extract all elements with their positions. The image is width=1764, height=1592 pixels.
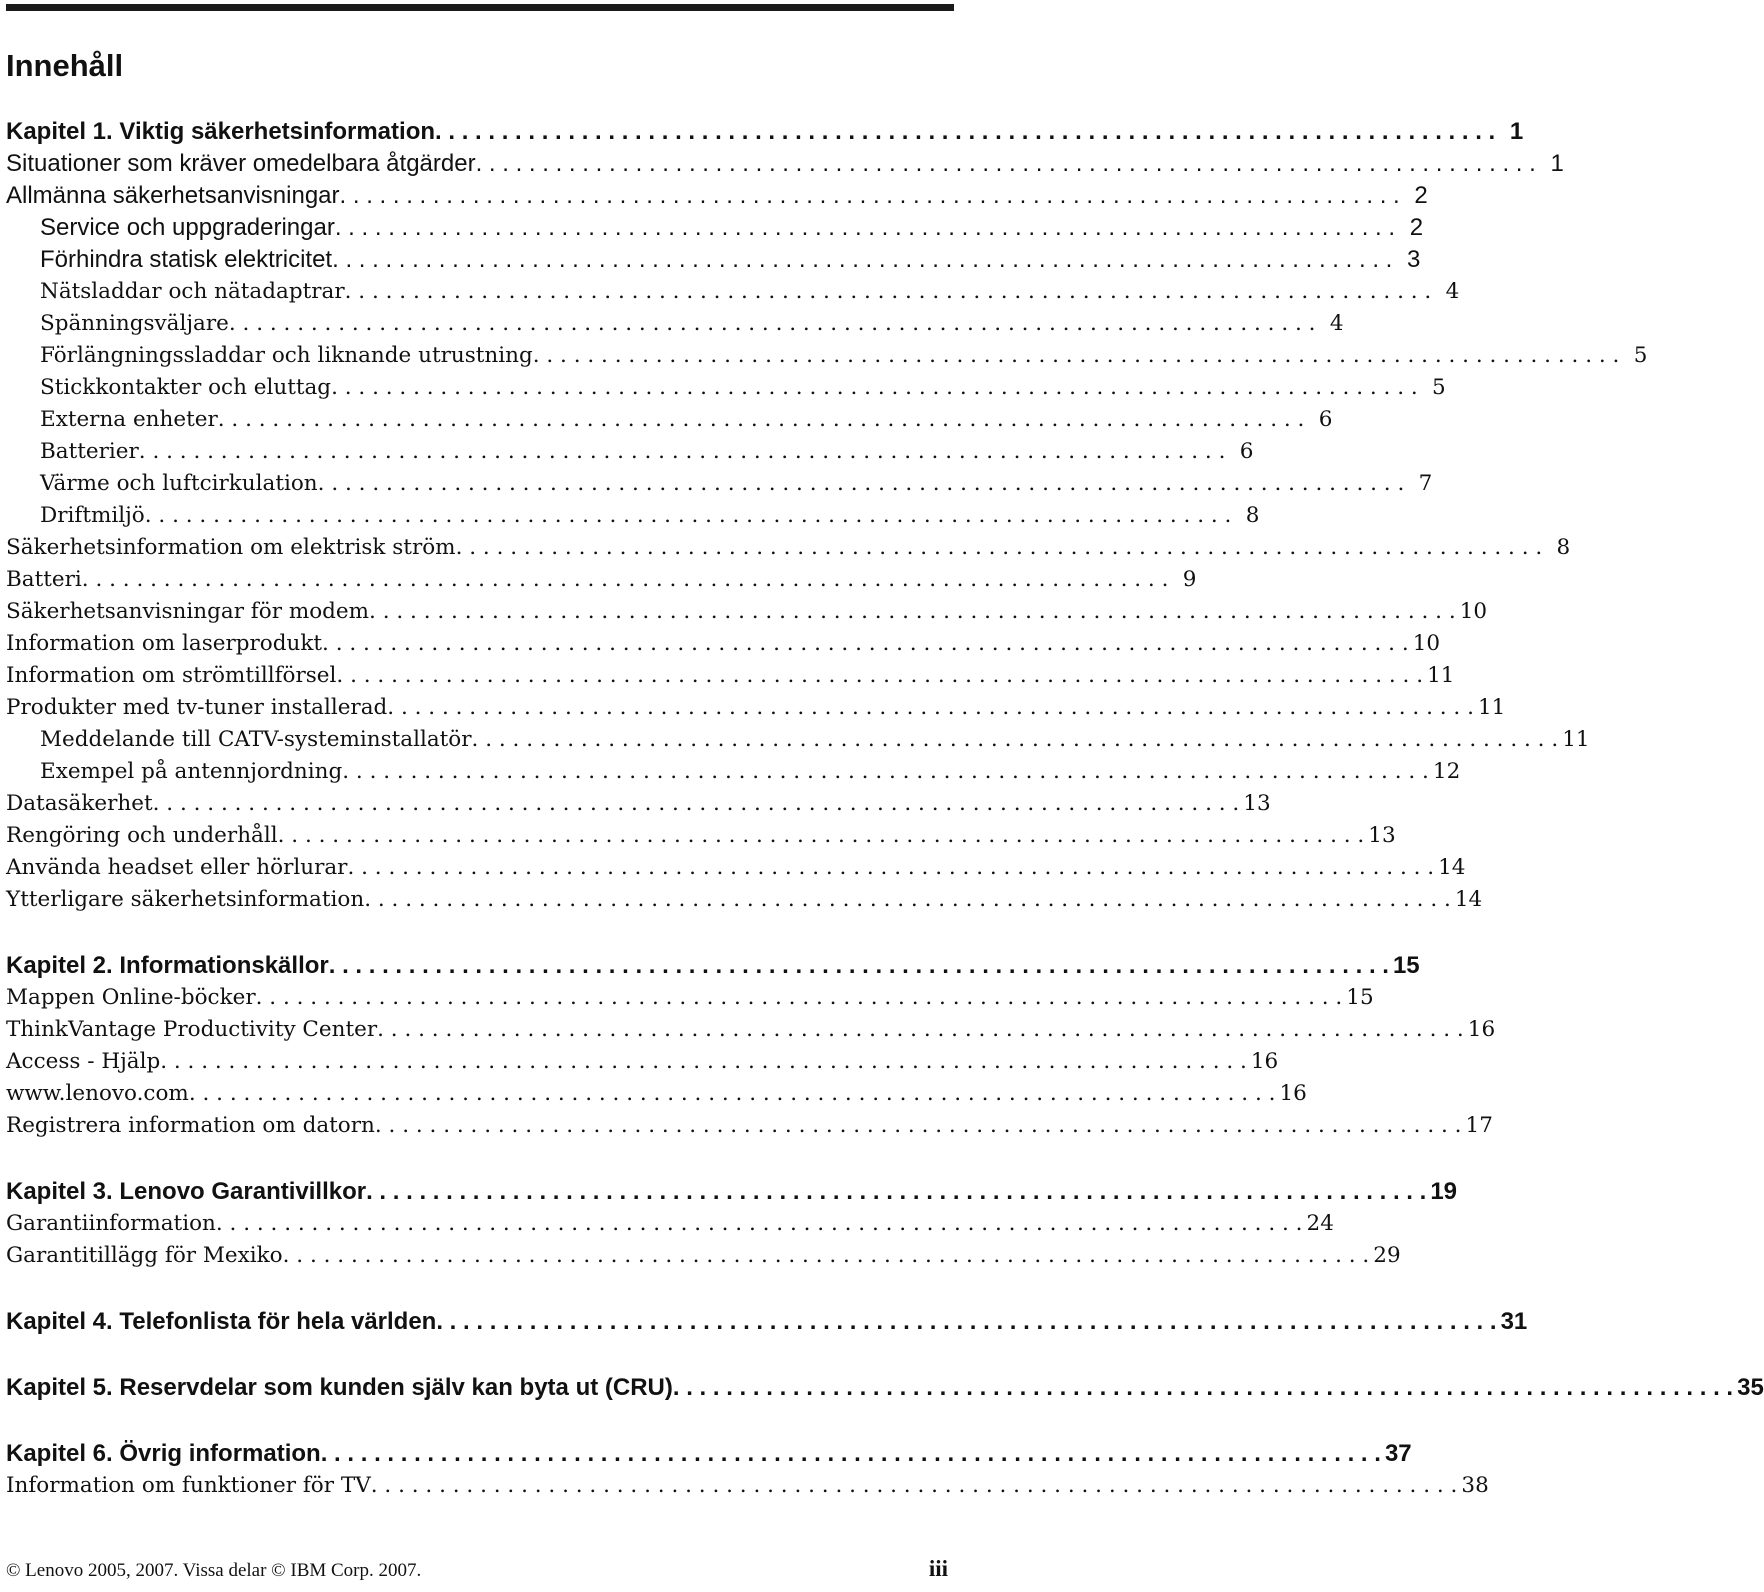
dot-leader: . . . . . . . . . . . . . . . . . . . . . . . . . . . . . . . . . . . . . . . . . . . . . . . . . . . . . . . . . . . . . . . . . . . . . . . . . . . . . . . . [339,182,1400,209]
toc-entry[interactable] [0,213,1424,243]
dot-leader: . . . . . . . . . . . . . . . . . . . . . . . . . . . . . . . . . . . . . . . . . . . . . . . . . . . . . . . . . . . . . . . . . . . . . . . . . . . . . . . . [320,1440,1381,1467]
toc-entry[interactable] [0,693,1506,723]
toc-page-number: 2 [1409,214,1424,241]
toc-entry-title: Spänningsväljare [40,311,229,336]
footer-copyright: © Lenovo 2005, 2007. Vissa delar © IBM Corp. 2007. [6,1560,422,1581]
toc-entry-title: Datasäkerhet [6,791,153,816]
dot-leader: . . . . . . . . . . . . . . . . . . . . . . . . . . . . . . . . . . . . . . . . . . . . . . . . . . . . . . . . . . . . . . . . . . . . . . . . . . . . . . . . [344,279,1432,304]
toc-page-number: 19 [1430,1178,1458,1205]
toc-entry-title: Access - Hjälp [6,1049,161,1074]
toc-page-number: 6 [1239,439,1254,464]
toc-page-number: 37 [1384,1440,1412,1467]
toc-entry-title: Ytterligare säkerhetsinformation [6,887,365,912]
toc-entry-title: Information om funktioner för TV [6,1473,371,1498]
toc-page-number: 7 [1418,471,1433,496]
toc-page-number: 1 [1509,118,1524,145]
toc-entry-title: Registrera information om datorn [6,1113,375,1138]
toc-entry-title: Meddelande till CATV-systeminstallatör [40,727,472,752]
toc-entry[interactable] [0,789,1271,819]
dot-leader: . . . . . . . . . . . . . . . . . . . . . . . . . . . . . . . . . . . . . . . . . . . . . . . . . . . . . . . . . . . . . . . . . . . . . . . . . . . . . . . . [370,1473,1458,1498]
toc-entry-title: Externa enheter [40,407,218,432]
toc-entry[interactable] [0,1015,1496,1045]
toc-entry[interactable] [0,373,1446,403]
toc-page-number: 8 [1245,503,1260,528]
dot-leader: . . . . . . . . . . . . . . . . . . . . . . . . . . . . . . . . . . . . . . . . . . . . . . . . . . . . . . . . . . . . . . . . . . . . . . . . . . . . . . . . [277,823,1365,848]
dot-leader: . . . . . . . . . . . . . . . . . . . . . . . . . . . . . . . . . . . . . . . . . . . . . . . . . . . . . . . . . . . . . . . . . . . . . . . . . . . . . . . . [347,855,1435,880]
toc-page-number: 4 [1445,279,1460,304]
dot-leader: . . . . . . . . . . . . . . . . . . . . . . . . . . . . . . . . . . . . . . . . . . . . . . . . . . . . . . . . . . . . . . . . . . . . . . . . . . . . . . . . [366,1178,1427,1205]
dot-leader: . . . . . . . . . . . . . . . . . . . . . . . . . . . . . . . . . . . . . . . . . . . . . . . . . . . . . . . . . . . . . . . . . . . . . . . . . . . . . . . . [188,1081,1276,1106]
toc-chapter-entry[interactable] [0,1439,1412,1469]
toc-entry[interactable] [0,597,1488,627]
top-rule [6,4,954,11]
footer-page-number: iii [928,1556,948,1581]
dot-leader: . . . . . . . . . . . . . . . . . . . . . . . . . . . . . . . . . . . . . . . . . . . . . . . . . . . . . . . . . . . . . . . . . . . . . . . . . . . . . . . . [332,246,1393,273]
toc-entry-title: Kapitel 1. Viktig säkerhetsinformation [6,118,436,145]
toc-page-number: 16 [1250,1049,1279,1074]
dot-leader: . . . . . . . . . . . . . . . . . . . . . . . . . . . . . . . . . . . . . . . . . . . . . . . . . . . . . . . . . . . . . . . . . . . . . . . . . . . . . . . . [436,1308,1497,1335]
dot-leader: . . . . . . . . . . . . . . . . . . . . . . . . . . . . . . . . . . . . . . . . . . . . . . . . . . . . . . . . . . . . . . . . . . . . . . . . . . . . . . . . [81,567,1169,592]
toc-entry-title: Värme och luftcirkulation [40,471,318,496]
toc-entry[interactable] [0,853,1466,883]
toc-entry-title: Förhindra statisk elektricitet [40,246,333,273]
toc-page-number: 15 [1346,985,1374,1010]
toc-entry[interactable] [0,469,1433,499]
toc-entry[interactable] [0,1079,1307,1109]
toc-entry-title: Information om laserprodukt [6,631,323,656]
toc-entry-title: Exempel på antennjordning [40,759,343,784]
dot-leader: . . . . . . . . . . . . . . . . . . . . . . . . . . . . . . . . . . . . . . . . . . . . . . . . . . . . . . . . . . . . . . . . . . . . . . . . . . . . . . . . [328,952,1389,979]
toc-page-number: 8 [1556,535,1571,560]
toc-page-number: 13 [1243,791,1271,816]
toc-page-number: 12 [1432,759,1461,784]
toc-page-number: 11 [1562,727,1590,752]
toc-entry[interactable] [0,149,1564,179]
toc-entry-title: Kapitel 3. Lenovo Garantivillkor [6,1178,367,1205]
toc-entry-title: Förlängningssladdar och liknande utrustning [40,343,533,368]
toc-entry-title: ThinkVantage Productivity Center [6,1017,378,1042]
toc-page-number: 1 [1550,150,1564,177]
toc-entry[interactable] [0,245,1421,275]
toc-entry[interactable] [0,277,1460,307]
toc-page-number: 11 [1427,663,1455,688]
toc-page-number: 15 [1392,952,1420,979]
toc-entry-title: Batterier [40,439,139,464]
dot-leader: . . . . . . . . . . . . . . . . . . . . . . . . . . . . . . . . . . . . . . . . . . . . . . . . . . . . . . . . . . . . . . . . . . . . . . . . . . . . . . . . [364,887,1451,912]
toc-entry[interactable] [0,341,1648,371]
toc-chapter-entry[interactable] [0,1373,1764,1403]
toc-page-number: 5 [1633,343,1648,368]
toc-entry-title: Säkerhetsinformation om elektrisk ström [6,535,456,560]
toc-entry[interactable] [0,661,1455,691]
toc-page-number: 17 [1465,1113,1493,1138]
dot-leader: . . . . . . . . . . . . . . . . . . . . . . . . . . . . . . . . . . . . . . . . . . . . . . . . . . . . . . . . . . . . . . . . . . . . . . . . . . . . . . . . [144,503,1232,528]
toc-page-number: 14 [1438,855,1466,880]
toc-page-number: 4 [1329,311,1344,336]
dot-leader: . . . . . . . . . . . . . . . . . . . . . . . . . . . . . . . . . . . . . . . . . . . . . . . . . . . . . . . . . . . . . . . . . . . . . . . . . . . . . . . . [374,1113,1462,1138]
toc-page-number: 10 [1412,631,1441,656]
toc-entry[interactable] [0,1241,1401,1271]
toc-entry[interactable] [0,885,1483,915]
toc-page-number: 14 [1454,887,1483,912]
dot-leader: . . . . . . . . . . . . . . . . . . . . . . . . . . . . . . . . . . . . . . . . . . . . . . . . . . . . . . . . . . . . . . . . . . . . . . . . . . . . . . . . [217,407,1305,432]
toc-page-number: 35 [1737,1374,1764,1401]
toc-page-number: 29 [1373,1243,1401,1268]
toc-page-number: 13 [1368,823,1396,848]
toc-entry-title: Säkerhetsanvisningar för modem [6,599,370,624]
toc-entry-title: Mappen Online-böcker [6,985,256,1010]
toc-entry[interactable] [0,1111,1493,1141]
toc-entry[interactable] [0,821,1396,851]
toc-page-number: 31 [1500,1308,1528,1335]
toc-entry-title: Batteri [6,567,82,592]
toc-entry[interactable] [0,309,1344,339]
dot-leader: . . . . . . . . . . . . . . . . . . . . . . . . . . . . . . . . . . . . . . . . . . . . . . . . . . . . . . . . . . . . . . . . . . . . . . . . . . . . . . . . [672,1374,1734,1401]
toc-page-number: 9 [1182,567,1197,592]
toc-entry[interactable] [0,1209,1334,1239]
dot-leader: . . . . . . . . . . . . . . . . . . . . . . . . . . . . . . . . . . . . . . . . . . . . . . . . . . . . . . . . . . . . . . . . . . . . . . . . . . . . . . . . [369,599,1456,624]
dot-leader: . . . . . . . . . . . . . . . . . . . . . . . . . . . . . . . . . . . . . . . . . . . . . . . . . . . . . . . . . . . . . . . . . . . . . . . . . . . . . . . . [336,663,1424,688]
toc-page-number: 24 [1306,1211,1334,1236]
toc-entry[interactable] [0,181,1428,211]
toc-entry[interactable] [0,725,1590,755]
toc-entry[interactable] [0,565,1197,595]
toc-entry-title: Produkter med tv-tuner installerad [6,695,388,720]
dot-leader: . . . . . . . . . . . . . . . . . . . . . . . . . . . . . . . . . . . . . . . . . . . . . . . . . . . . . . . . . . . . . . . . . . . . . . . . . . . . . . . . [322,631,1409,656]
dot-leader: . . . . . . . . . . . . . . . . . . . . . . . . . . . . . . . . . . . . . . . . . . . . . . . . . . . . . . . . . . . . . . . . . . . . . . . . . . . . . . . . [138,439,1226,464]
dot-leader: . . . . . . . . . . . . . . . . . . . . . . . . . . . . . . . . . . . . . . . . . . . . . . . . . . . . . . . . . . . . . . . . . . . . . . . . . . . . . . . . [435,118,1496,145]
dot-leader: . . . . . . . . . . . . . . . . . . . . . . . . . . . . . . . . . . . . . . . . . . . . . . . . . . . . . . . . . . . . . . . . . . . . . . . . . . . . . . . . [387,695,1474,720]
toc-page-number: 3 [1406,246,1421,273]
toc-chapter-entry[interactable] [0,1307,1528,1337]
toc-entry[interactable] [0,1471,1489,1501]
toc-page-number: 16 [1279,1081,1307,1106]
dot-leader: . . . . . . . . . . . . . . . . . . . . . . . . . . . . . . . . . . . . . . . . . . . . . . . . . . . . . . . . . . . . . . . . . . . . . . . . . . . . . . . . [377,1017,1464,1042]
dot-leader: . . . . . . . . . . . . . . . . . . . . . . . . . . . . . . . . . . . . . . . . . . . . . . . . . . . . . . . . . . . . . . . . . . . . . . . . . . . . . . . . [317,471,1405,496]
dot-leader: . . . . . . . . . . . . . . . . . . . . . . . . . . . . . . . . . . . . . . . . . . . . . . . . . . . . . . . . . . . . . . . . . . . . . . . . . . . . . . . . [331,375,1418,400]
toc-entry[interactable] [0,533,1571,563]
toc-page-number: 11 [1477,695,1506,720]
toc-entry-title: Situationer som kräver omedelbara åtgärder [6,150,476,177]
dot-leader: . . . . . . . . . . . . . . . . . . . . . . . . . . . . . . . . . . . . . . . . . . . . . . . . . . . . . . . . . . . . . . . . . . . . . . . . . . . . . . . . [160,1049,1247,1074]
toc-entry-title: Kapitel 4. Telefonlista för hela världen [6,1308,437,1335]
toc-entry-title: www.lenovo.com [6,1081,189,1106]
toc-entry[interactable] [0,983,1374,1013]
dot-leader: . . . . . . . . . . . . . . . . . . . . . . . . . . . . . . . . . . . . . . . . . . . . . . . . . . . . . . . . . . . . . . . . . . . . . . . . . . . . . . . . [342,759,1429,784]
page-title: Innehåll [6,48,124,83]
toc-entry-title: Allmänna säkerhetsanvisningar [6,182,340,209]
toc-page-number: 6 [1318,407,1333,432]
toc-entry-title: Service och uppgraderingar [40,214,335,241]
toc-entry[interactable] [0,629,1441,659]
toc-entry[interactable] [0,437,1254,467]
toc-entry[interactable] [0,405,1333,435]
toc-chapter-entry[interactable] [0,1177,1458,1207]
toc-entry-title: Kapitel 2. Informationskällor [6,952,329,979]
toc-entry-title: Information om strömtillförsel [6,663,337,688]
toc-chapter-entry[interactable] [0,117,1524,147]
toc-entry-title: Garantiinformation [6,1211,216,1236]
dot-leader: . . . . . . . . . . . . . . . . . . . . . . . . . . . . . . . . . . . . . . . . . . . . . . . . . . . . . . . . . . . . . . . . . . . . . . . . . . . . . . . . [215,1211,1303,1236]
toc-entry-title: Stickkontakter och eluttag [40,375,332,400]
toc-entry-title: Garantitillägg för Mexiko [6,1243,283,1268]
dot-leader: . . . . . . . . . . . . . . . . . . . . . . . . . . . . . . . . . . . . . . . . . . . . . . . . . . . . . . . . . . . . . . . . . . . . . . . . . . . . . . . . [471,727,1559,752]
dot-leader: . . . . . . . . . . . . . . . . . . . . . . . . . . . . . . . . . . . . . . . . . . . . . . . . . . . . . . . . . . . . . . . . . . . . . . . . . . . . . . . . [152,791,1240,816]
dot-leader: . . . . . . . . . . . . . . . . . . . . . . . . . . . . . . . . . . . . . . . . . . . . . . . . . . . . . . . . . . . . . . . . . . . . . . . . . . . . . . . . [455,535,1543,560]
dot-leader: . . . . . . . . . . . . . . . . . . . . . . . . . . . . . . . . . . . . . . . . . . . . . . . . . . . . . . . . . . . . . . . . . . . . . . . . . . . . . . . . [255,985,1343,1010]
toc-entry-title: Nätsladdar och nätadaptrar [40,279,345,304]
toc-entry-title: Kapitel 6. Övrig information [6,1440,321,1467]
toc-entry-title: Använda headset eller hörlurar [6,855,348,880]
toc-page-number: 16 [1467,1017,1496,1042]
dot-leader: . . . . . . . . . . . . . . . . . . . . . . . . . . . . . . . . . . . . . . . . . . . . . . . . . . . . . . . . . . . . . . . . . . . . . . . . . . . . . . . . [334,214,1396,241]
toc-page-number: 5 [1432,375,1446,400]
toc-entry[interactable] [0,757,1461,787]
dot-leader: . . . . . . . . . . . . . . . . . . . . . . . . . . . . . . . . . . . . . . . . . . . . . . . . . . . . . . . . . . . . . . . . . . . . . . . . . . . . . . . . [475,150,1536,177]
toc-entry-title: Driftmiljö [40,503,145,528]
dot-leader: . . . . . . . . . . . . . . . . . . . . . . . . . . . . . . . . . . . . . . . . . . . . . . . . . . . . . . . . . . . . . . . . . . . . . . . . . . . . . . . . [282,1243,1370,1268]
toc-chapter-entry[interactable] [0,951,1420,981]
dot-leader: . . . . . . . . . . . . . . . . . . . . . . . . . . . . . . . . . . . . . . . . . . . . . . . . . . . . . . . . . . . . . . . . . . . . . . . . . . . . . . . . [532,343,1620,368]
toc-page-number: 2 [1414,182,1428,209]
toc-entry[interactable] [0,501,1260,531]
toc-entry[interactable] [0,1047,1279,1077]
toc-page-number: 10 [1459,599,1488,624]
dot-leader: . . . . . . . . . . . . . . . . . . . . . . . . . . . . . . . . . . . . . . . . . . . . . . . . . . . . . . . . . . . . . . . . . . . . . . . . . . . . . . . . [228,311,1316,336]
toc-page-number: 38 [1461,1473,1489,1498]
toc-entry-title: Rengöring och underhåll [6,823,278,848]
toc-entry-title: Kapitel 5. Reservdelar som kunden själv kan byta ut (CRU) [6,1374,673,1401]
